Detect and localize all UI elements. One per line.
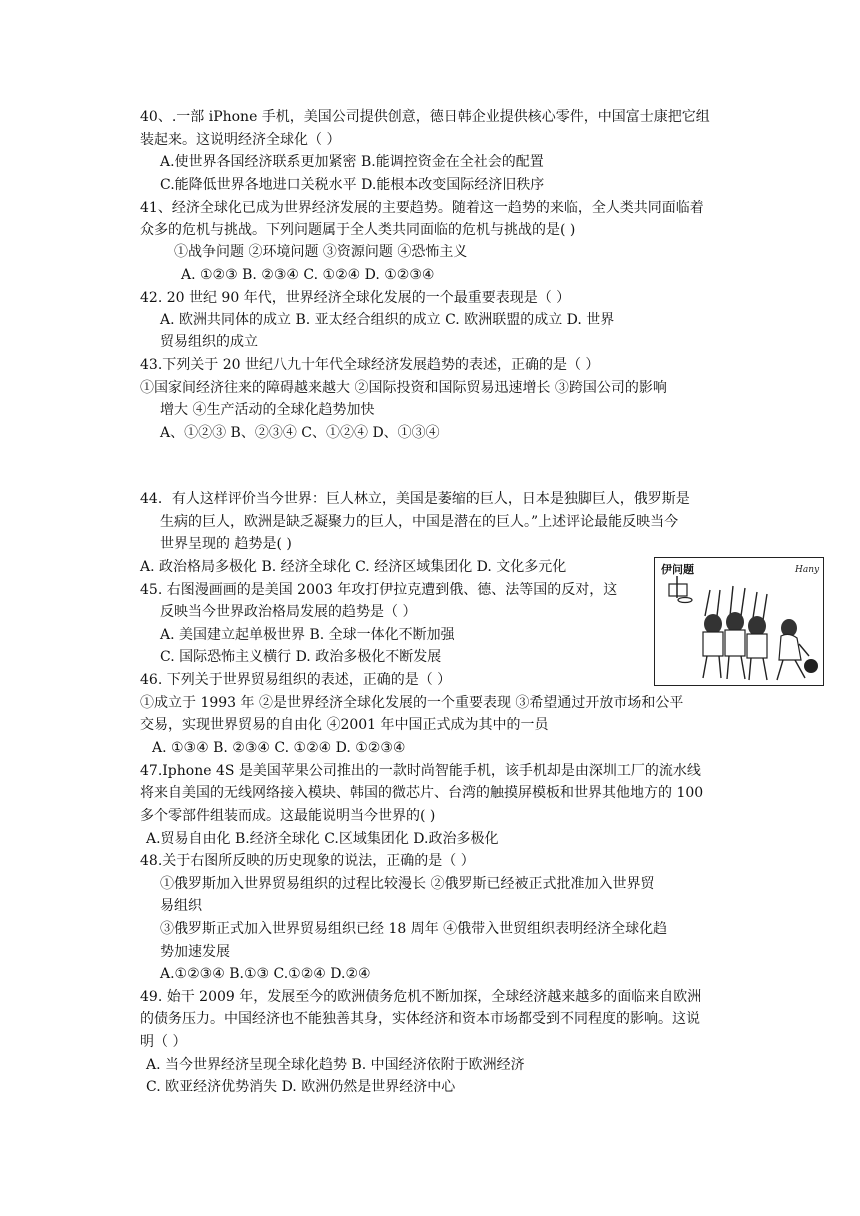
q42-line-1: 42. 20 世纪 90 年代，世界经济全球化发展的一个最重要表现是（ ）: [140, 290, 571, 306]
q48-options: A.①②③④ B.①③ C.①②④ D.②④: [160, 966, 371, 982]
q47-line-3: 多个零部件组装而成。这最能说明当今世界的( ): [140, 808, 436, 824]
q43-options: A、①②③ B、②③④ C、①②④ D、①③④: [160, 425, 440, 441]
q42-options-cont: 贸易组织的成立: [160, 334, 258, 350]
q44-line-1: 44．有人这样评价当今世界：巨人林立，美国是萎缩的巨人，日本是独脚巨人，俄罗斯是: [140, 491, 690, 507]
q41-options: A. ①②③ B. ②③④ C. ①②④ D. ①②③④: [181, 267, 435, 283]
q45-line-2: 反映当今世界政治格局发展的趋势是（ ）: [160, 604, 417, 620]
q46-line-1: 46. 下列关于世界贸易组织的表述，正确的是（ ）: [140, 672, 452, 688]
q45-option-ab: A. 美国建立起单极世界 B. 全球一体化不断加强: [160, 627, 455, 643]
q46-items: ①成立于 1993 年 ②是世界经济全球化发展的一个重要表现 ③希望通过开放市场和公平: [140, 695, 684, 711]
q41-line-1: 41、经济全球化已成为世界经济发展的主要趋势。随着这一趋势的来临，全人类共同面临着: [140, 200, 704, 216]
q44-line-3: 世界呈现的 趋势是( ): [160, 536, 292, 552]
q49-line-2: 的债务压力。中国经济也不能独善其身，实体经济和资本市场都受到不同程度的影响。这说: [140, 1011, 700, 1027]
q48-items-1: ①俄罗斯加入世界贸易组织的过程比较漫长 ②俄罗斯已经被正式批准加入世界贸: [160, 876, 655, 892]
q43-items: ①国家间经济往来的障碍越来越大 ②国际投资和国际贸易迅速增长 ③跨国公司的影响: [140, 380, 667, 396]
q47-line-1: 47.Iphone 4S 是美国苹果公司推出的一款时尚智能手机，该手机却是由深圳工厂的流水线: [140, 763, 701, 779]
cartoon-title: 伊问题: [661, 563, 694, 576]
q45-line-1: 45. 右图漫画画的是美国 2003 年攻打伊拉克遭到俄、德、法等国的反对，这: [140, 582, 618, 598]
q40-line-1: 40、.一部 iPhone 手机，美国公司提供创意，德日韩企业提供核心零件，中国富士康把它组: [140, 109, 710, 125]
q40-line-2: 装起来。这说明经济全球化（ ）: [140, 132, 341, 148]
q49-option-ab: A. 当今世界经济呈现全球化趋势 B. 中国经济依附于欧洲经济: [146, 1057, 525, 1073]
q43-items-cont: 增大 ④生产活动的全球化趋势加快: [160, 402, 375, 418]
q47-options: A.贸易自由化 B.经济全球化 C.区域集团化 D.政治多极化: [146, 831, 499, 847]
q41-line-2: 众多的危机与挑战。下列问题属于全人类共同面临的危机与挑战的是( ): [140, 222, 576, 238]
q48-items-1-cont: 易组织: [160, 898, 202, 914]
q46-items-cont: 交易，实现世界贸易的自由化 ④2001 年中国正式成为其中的一员: [140, 717, 549, 733]
q40-option-ab: A.使世界各国经济联系更加紧密 B.能调控资金在全社会的配置: [160, 154, 544, 170]
q48-items-2-cont: 势加速发展: [160, 944, 230, 960]
q42-options: A. 欧洲共同体的成立 B. 亚太经合组织的成立 C. 欧洲联盟的成立 D. 世界: [160, 312, 615, 328]
q44-line-2: 生病的巨人，欧洲是缺乏凝聚力的巨人，中国是潜在的巨人。”上述评论最能反映当今: [160, 514, 679, 530]
q47-line-2: 将来自美国的无线网络接入模块、韩国的微芯片、台湾的触摸屏模板和世界其他地方的 100: [140, 785, 704, 801]
cartoon-signature: Hany: [795, 565, 820, 575]
q49-line-1: 49. 始干 2009 年，发展至今的欧洲债务危机不断加探，全球经济越来越多的面临来自欧洲: [140, 989, 702, 1005]
q46-options: A. ①③④ B. ②③④ C. ①②④ D. ①②③④: [152, 740, 406, 756]
q43-line-1: 43.下列关于 20 世纪八九十年代全球经济发展趋势的表述，正确的是（ ）: [140, 357, 600, 373]
q48-items-2: ③俄罗斯正式加入世界贸易组织已经 18 周年 ④俄带入世贸组织表明经济全球化趋: [160, 921, 668, 937]
iraq-cartoon: [654, 557, 824, 686]
q45-option-cd: C. 国际恐怖主义横行 D. 政治多极化不断发展: [160, 649, 442, 665]
q48-line-1: 48.关于右图所反映的历史现象的说法，正确的是（ ）: [140, 853, 475, 869]
q44-options: A. 政治格局多极化 B. 经济全球化 C. 经济区域集团化 D. 文化多元化: [140, 559, 567, 575]
q40-option-cd: C.能降低世界各地进口关税水平 D.能根本改变国际经济旧秩序: [160, 177, 545, 193]
q49-line-3: 明（ ）: [140, 1034, 187, 1050]
q41-items: ①战争问题 ②环境问题 ③资源问题 ④恐怖主义: [174, 244, 468, 260]
cartoon-illustration-icon: [655, 558, 824, 686]
q49-option-cd: C. 欧亚经济优势消失 D. 欧洲仍然是世界经济中心: [146, 1079, 456, 1095]
